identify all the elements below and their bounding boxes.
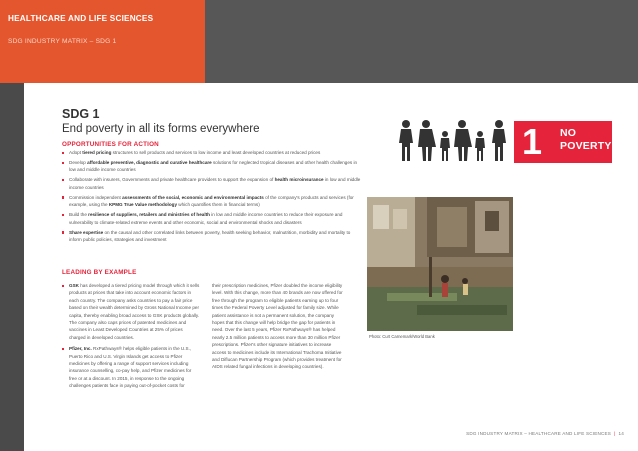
opportunities-heading: OPPORTUNITIES FOR ACTION [62, 141, 159, 148]
examples-column-right [212, 282, 344, 375]
pfizer-example: Pfizer, Inc. RxPathways® helps eligible patients in the U.S., Puerto Rico and U.S. Virgin Islands get access to Pfizer medicines by offering a range of support services including insurance counselling, co-pay help, and Pfizer medicines for free or at a discount. In 2015, in response to the ongoing challenges patients face in paying out-of-pocket costs for [62, 345, 200, 389]
pfizer-example-continued: their prescription medicines, Pfizer doubled the income eligibility level. With this change, more than 40 brands are now offered for free through the program to eligible patients earning up to four times the Federal Poverty Level adjusted for family size. While patient assistance is not a permanent solution, the company hopes that this change will help bridge the gap for patients in need. Over the last 5 years, Pfizer RxPathways® has helped nearly 2.5 million patients to access more than 30 million Pfizer prescriptions. Pfizer's other signature initiatives to increase access to medicines include its International Trachoma Initiative and Diflucan Partnership Program (which provides treatment for AIDS related fungal infections in developing countries). [212, 283, 343, 370]
list-item: Share expertise on the causal and other correlated links between poverty, health seeking behavior, malnutrition, morbidity and mortality to inform public policies, strategies and investment [62, 229, 362, 244]
gsk-example: GSK has developed a tiered pricing model through which it sells products at prices that take into account economic factors in each country. The company asks countries to pay a fair price based on their wealth determined by Gross National Income per capita, thereby enabling broad access to GSK products globally. The company also caps prices of patented medicines and vaccines in Least Developed Countries at 25% of prices charged in developed countries. [62, 282, 200, 341]
list-item: Build the resilience of suppliers, retailers and ministries of health in low and middle income countries to reduce their exposure and vulnerability to climate-related extreme events and other economic, social and environmental shocks and disasters [62, 211, 362, 226]
sdg-headline: End poverty in all its forms everywhere [62, 123, 260, 135]
sdg-code: SDG 1 [62, 107, 100, 121]
header-subtitle: SDG INDUSTRY MATRIX – SDG 1 [8, 38, 117, 45]
goal-name-line1: NO [560, 127, 577, 139]
family-icon [396, 119, 512, 163]
list-item: Collaborate with insurers, Governments and private healthcare providers to support the expansion of health microinsurance in low and middle income countries [62, 176, 362, 191]
sdg-goal-badge [514, 121, 612, 163]
examples-column-left [62, 282, 200, 394]
goal-name-line2: POVERTY [560, 140, 612, 152]
list-item: Commission independent assessments of the social, economic and environmental impacts of the company's products and services (for example, using the KPMG True Value methodology which quantifies them in financial terms) [62, 194, 362, 209]
page-number: 14 [618, 431, 624, 436]
photo-credit: Photo: Curt Carnemark/World Bank [369, 334, 435, 339]
list-item: Develop affordable preventive, diagnostic and curative healthcare solutions for neglected tropical diseases and other health challenges in low and middle income countries [62, 159, 362, 174]
document-page [24, 83, 638, 451]
opportunities-list [62, 149, 362, 246]
examples-heading: LEADING BY EXAMPLE [62, 269, 137, 276]
list-item: Adopt tiered pricing structures to sell products and services to low income and least developed countries at reduced prices [62, 149, 362, 156]
header-title: HEALTHCARE AND LIFE SCIENCES [8, 14, 154, 23]
goal-number: 1 [522, 121, 543, 162]
footer-separator: | [614, 431, 616, 436]
footer-text: SDG INDUSTRY MATRIX – HEALTHCARE AND LIFE SCIENCES [466, 431, 612, 436]
page-footer [466, 431, 624, 436]
community-photo [367, 197, 513, 331]
